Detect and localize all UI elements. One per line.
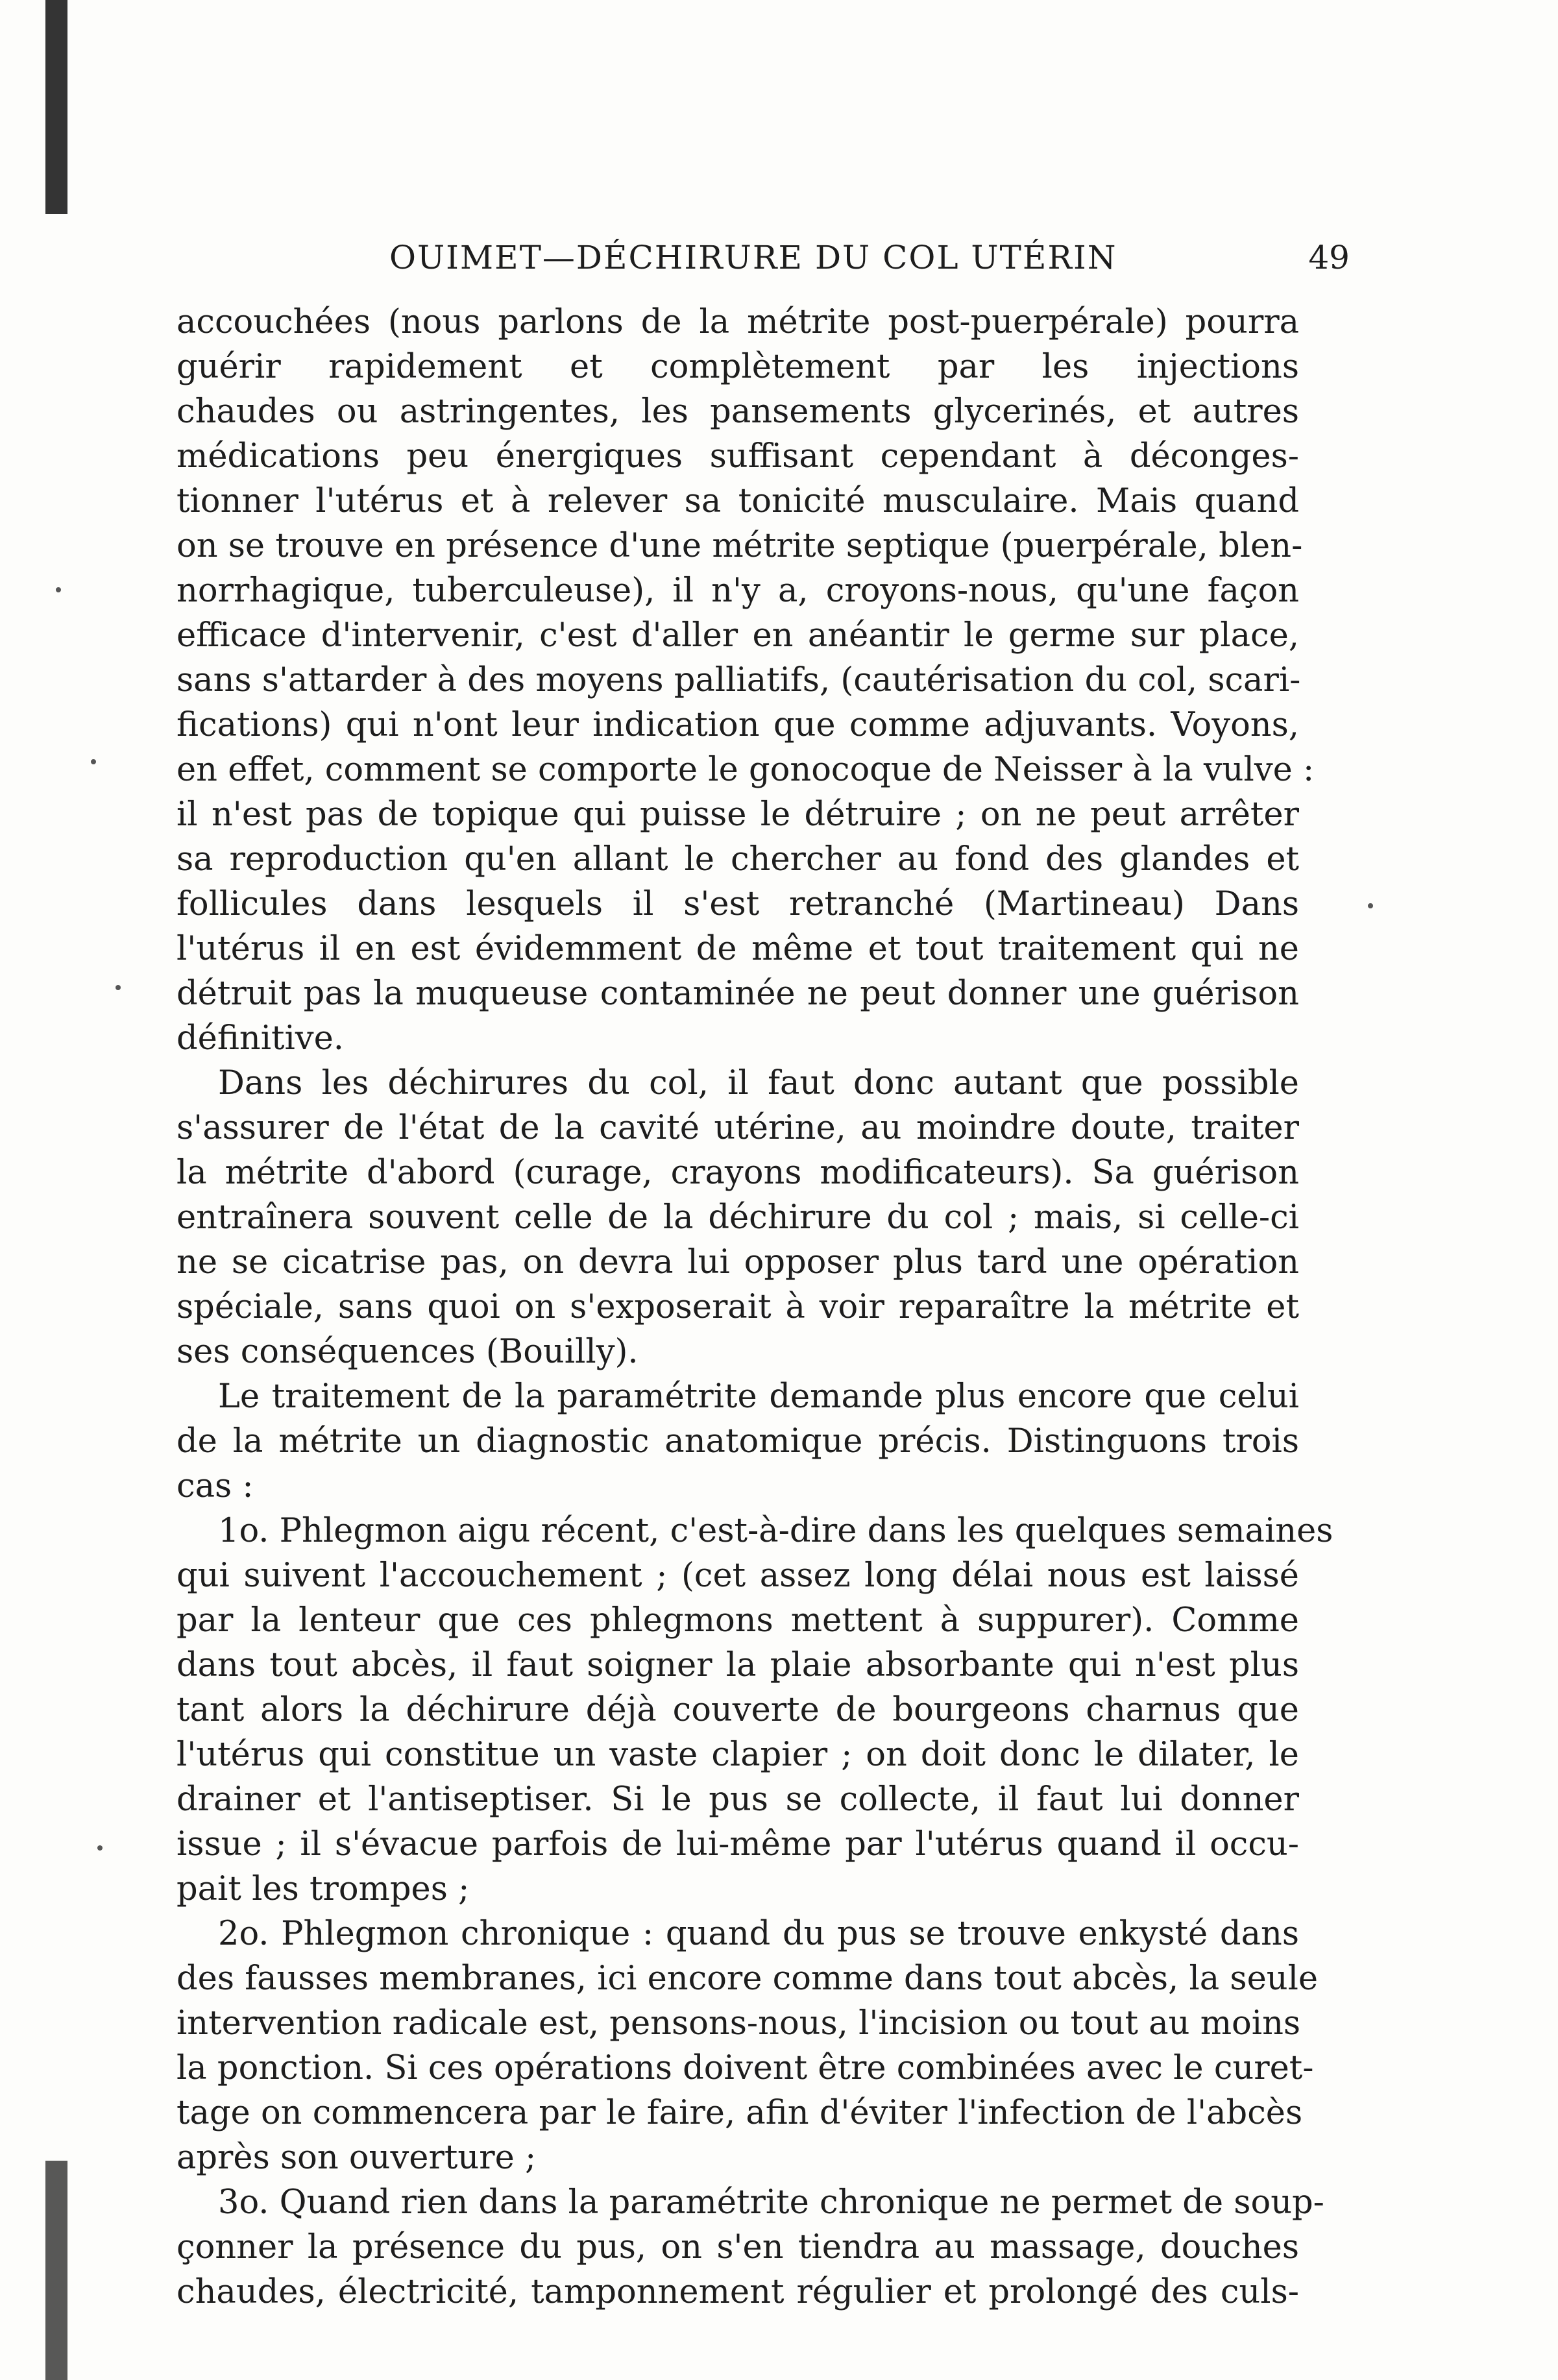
- text-line: ses conséquences (Bouilly).: [176, 1333, 639, 1371]
- text-line: 1o. Phlegmon aigu récent, c'est-à-dire dans les quelques semaines: [218, 1512, 1333, 1550]
- text-line: des fausses membranes, ici encore comme dans tout abcès, la seule: [176, 1960, 1319, 1998]
- text-line: chaudes, électricité, tamponnement régulier et prolongé des culs-: [176, 2273, 1299, 2311]
- text-line: drainer et l'antiseptiser. Si le pus se collecte, il faut lui donner: [176, 1780, 1299, 1819]
- scan-speck: [1368, 903, 1373, 908]
- text-line: après son ouverture ;: [176, 2139, 537, 2177]
- text-line: 2o. Phlegmon chronique : quand du pus se trouve enkysté dans: [218, 1915, 1299, 1953]
- text-line: norrhagique, tuberculeuse), il n'y a, croyons-nous, qu'une façon: [176, 572, 1299, 610]
- text-line: médications peu énergiques suffisant cependant à déconges-: [176, 437, 1299, 476]
- text-line: efficace d'intervenir, c'est d'aller en anéantir le germe sur place,: [176, 616, 1299, 655]
- binding-shadow-bottom: [45, 2161, 67, 2380]
- page-number: 49: [1308, 239, 1350, 276]
- text-line: s'assurer de l'état de la cavité utérine, au moindre doute, traiter: [176, 1109, 1299, 1147]
- scan-speck: [56, 587, 61, 592]
- text-line: par la lenteur que ces phlegmons mettent à suppurer). Comme: [176, 1601, 1299, 1640]
- text-line: pait les trompes ;: [176, 1870, 470, 1908]
- scan-speck: [97, 1845, 103, 1851]
- text-line: sa reproduction qu'en allant le chercher au fond des glandes et: [176, 840, 1299, 879]
- text-line: tage on commencera par le faire, afin d'éviter l'infection de l'abcès: [176, 2094, 1303, 2132]
- text-line: détruit pas la muqueuse contaminée ne peut donner une guérison: [176, 975, 1299, 1013]
- text-line: çonner la présence du pus, on s'en tiendra au massage, douches: [176, 2228, 1299, 2266]
- text-line: entraînera souvent celle de la déchirure du col ; mais, si celle-ci: [176, 1198, 1299, 1237]
- text-line: Le traitement de la paramétrite demande plus encore que celui: [218, 1378, 1299, 1416]
- running-head: OUIMET—DÉCHIRURE DU COL UTÉRIN: [389, 239, 1117, 276]
- text-line: tionner l'utérus et à relever sa tonicité musculaire. Mais quand: [176, 482, 1299, 520]
- text-line: ne se cicatrise pas, on devra lui opposer plus tard une opération: [176, 1243, 1299, 1281]
- text-line: intervention radicale est, pensons-nous, l'incision ou tout au moins: [176, 2004, 1301, 2043]
- text-line: fications) qui n'ont leur indication que comme adjuvants. Voyons,: [176, 706, 1299, 744]
- text-line: définitive.: [176, 1019, 345, 1058]
- scan-speck: [116, 985, 121, 990]
- binding-shadow-top: [45, 0, 67, 214]
- text-line: il n'est pas de topique qui puisse le détruire ; on ne peut arrêter: [176, 795, 1299, 834]
- text-line: de la métrite un diagnostic anatomique précis. Distinguons trois: [176, 1422, 1299, 1461]
- text-line: qui suivent l'accouchement ; (cet assez long délai nous est laissé: [176, 1557, 1299, 1595]
- text-line: dans tout abcès, il faut soigner la plaie absorbante qui n'est plus: [176, 1646, 1299, 1684]
- text-line: la métrite d'abord (curage, crayons modificateurs). Sa guérison: [176, 1154, 1299, 1192]
- text-line: l'utérus qui constitue un vaste clapier ; on doit donc le dilater, le: [176, 1736, 1299, 1774]
- text-line: tant alors la déchirure déjà couverte de bourgeons charnus que: [176, 1691, 1299, 1729]
- text-line: l'utérus il en est évidemment de même et tout traitement qui ne: [176, 930, 1299, 968]
- text-line: guérir rapidement et complètement par les injections: [176, 348, 1299, 386]
- text-line: chaudes ou astringentes, les pansements glycerinés, et autres: [176, 393, 1299, 431]
- text-line: on se trouve en présence d'une métrite septique (puerpérale, blen-: [176, 527, 1303, 565]
- text-line: accouchées (nous parlons de la métrite post-puerpérale) pourra: [176, 303, 1299, 341]
- scan-speck: [91, 759, 96, 764]
- body-text: [176, 300, 1333, 2314]
- text-line: 3o. Quand rien dans la paramétrite chronique ne permet de soup-: [218, 2183, 1324, 2222]
- text-line: la ponction. Si ces opérations doivent être combinées avec le curet-: [176, 2049, 1314, 2087]
- text-line: en effet, comment se comporte le gonocoque de Neisser à la vulve :: [176, 751, 1315, 789]
- text-line: spéciale, sans quoi on s'exposerait à voir reparaître la métrite et: [176, 1288, 1299, 1326]
- text-line: Dans les déchirures du col, il faut donc autant que possible: [218, 1064, 1299, 1102]
- text-line: issue ; il s'évacue parfois de lui-même par l'utérus quand il occu-: [176, 1825, 1299, 1864]
- text-line: follicules dans lesquels il s'est retranché (Martineau) Dans: [176, 885, 1299, 923]
- text-line: cas :: [176, 1467, 254, 1505]
- text-line: sans s'attarder à des moyens palliatifs, (cautérisation du col, scari-: [176, 661, 1301, 699]
- page-header: [389, 239, 1350, 284]
